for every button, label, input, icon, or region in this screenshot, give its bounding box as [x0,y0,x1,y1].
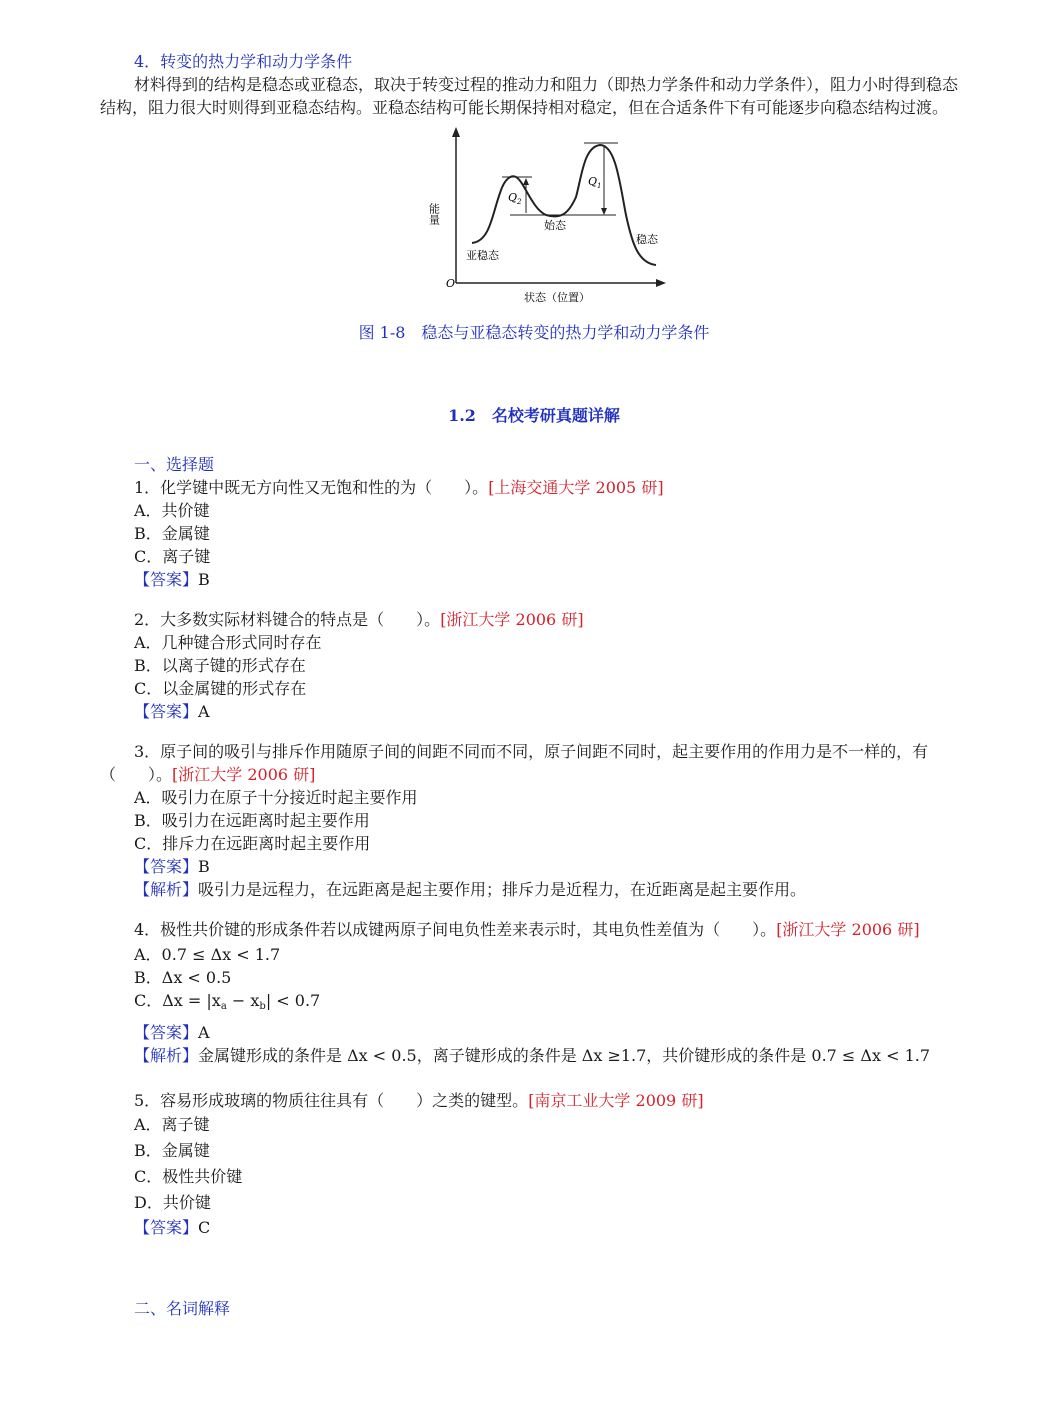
option: A．吸引力在原子十分接近时起主要作用 [134,788,418,807]
question-1 [100,476,968,591]
question-source: [浙江大学 2006 研] [172,765,316,784]
question-5 [100,1089,968,1239]
answer: 【答案】A [134,702,210,721]
option: C．离子键 [134,547,211,566]
question-stem: 4．极性共价键的形成条件若以成键两原子间电负性差来表示时，其电负性差值为（ ）。[浙江大学 2006 研] [134,920,920,939]
option: B．Δx < 0.5 [134,968,232,987]
part-heading-choice: 一、选择题 [134,455,215,474]
part-heading-terms: 二、名词解释 [134,1299,231,1318]
section-title: 1.2 名校考研真题详解 [448,406,620,425]
option: C．极性共价键 [134,1167,243,1186]
option: C．$\Delta x = |x_a - x_b| < 0.7$ [134,991,321,1012]
x-axis-label: 状态（位置） [524,291,590,304]
option: D．共价键 [134,1193,211,1212]
metastable-label: 亚稳态 [466,249,499,262]
question-2 [100,608,968,723]
option: A．几种键合形式同时存在 [134,633,322,652]
q2-label: $Q_2$ [508,191,522,206]
energy-figure [100,125,968,315]
y-axis-label: 能量 [427,203,441,225]
question-source: [上海交通大学 2005 研] [488,478,664,497]
page [100,50,968,1320]
option: A．离子键 [134,1115,210,1134]
q2-arrowhead [523,178,529,185]
answer: 【答案】B [134,570,210,589]
option: B．吸引力在远距离时起主要作用 [134,811,370,830]
question-stem: 2．大多数实际材料键合的特点是（ ）。[浙江大学 2006 研] [134,610,584,629]
q1-label: $Q_1$ [588,175,602,190]
question-stem: 1．化学键中既无方向性又无饱和性的为（ ）。[上海交通大学 2005 研] [134,478,664,497]
option: C．以金属键的形式存在 [134,679,307,698]
intro-paragraph: 材料得到的结构是稳态或亚稳态，取决于转变过程的推动力和阻力（即热力学条件和动力学条件），阻力小时得到稳态结构，阻力很大时则得到亚稳态结构。亚稳态结构可能长期保持相对稳定，但在合适条件下有可能逐步向稳态结构过渡。 [100,75,959,117]
initial-state-label: 始态 [544,219,566,232]
stable-label: 稳态 [636,233,658,246]
answer: 【答案】C [134,1218,211,1237]
question-3 [100,740,968,901]
y-axis-arrow [452,127,460,137]
energy-diagram [420,125,670,305]
analysis: 【解析】吸引力是远程力，在远距离是起主要作用；排斥力是近程力，在近距离是起主要作用。 [134,880,807,899]
origin-label: O [446,277,456,290]
question-source: [浙江大学 2006 研] [776,920,920,939]
analysis: 【解析】金属键形成的条件是 Δx < 0.5，离子键形成的条件是 Δx ≥1.7，共价键形成的条件是 0.7 ≤ Δx < 1.7 [134,1046,931,1065]
option: C．排斥力在远距离时起主要作用 [134,834,371,853]
question-source: [浙江大学 2006 研] [440,610,584,629]
option: A．0.7 ≤ Δx < 1.7 [134,945,281,964]
question-stem: 5．容易形成玻璃的物质往往具有（ ）之类的键型。[南京工业大学 2009 研] [134,1091,704,1110]
question-stem: 3．原子间的吸引与排斥作用随原子间的间距不同而不同，原子间距不同时，起主要作用的作用力是不一样的，有（ ）。[浙江大学 2006 研] [100,742,929,784]
q1-arrowhead [601,208,607,215]
option: A．共价键 [134,501,210,520]
x-axis-arrow [656,279,666,287]
question-4 [100,918,968,1067]
energy-curve [472,145,656,265]
subsection-heading: 4．转变的热力学和动力学条件 [134,52,353,71]
option: B．金属键 [134,524,210,543]
answer: 【答案】B [134,857,210,876]
answer: 【答案】A [134,1023,210,1042]
figure-caption: 图 1-8 稳态与亚稳态转变的热力学和动力学条件 [358,323,710,342]
option: B．金属键 [134,1141,210,1160]
option: B．以离子键的形式存在 [134,656,306,675]
question-source: [南京工业大学 2009 研] [528,1091,704,1110]
